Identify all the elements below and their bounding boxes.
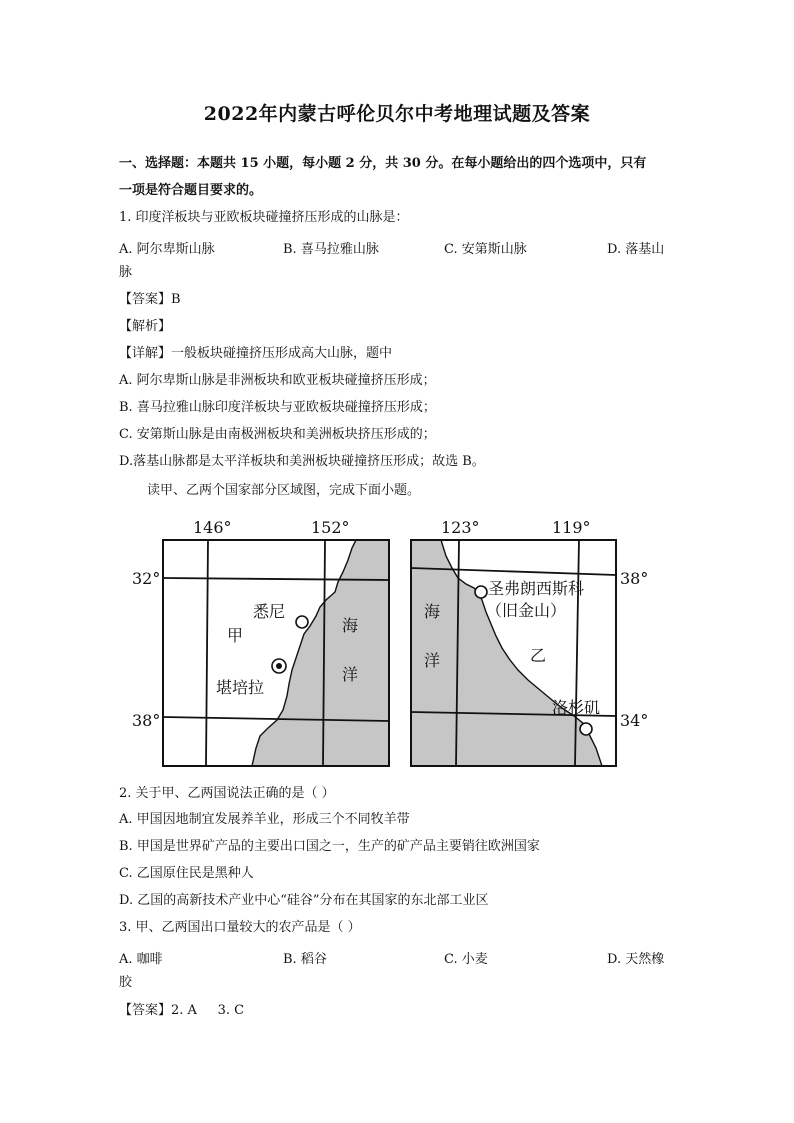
q3-option-a: A. 咖啡 — [119, 952, 163, 967]
q3-option-d: D. 天然橡 — [607, 952, 665, 967]
q1-explanation-c: C. 安第斯山脉是由南极洲板块和美洲板块挤压形成的； — [119, 427, 436, 442]
map-left-sea-char1: 海 — [342, 616, 359, 635]
map-left-city-canberra: 堪培拉 — [216, 678, 265, 697]
map-left — [132, 518, 389, 766]
q2-option-d: D. 乙国的高新技术产业中心“硅谷”分布在其国家的东北部工业区 — [119, 893, 489, 908]
q1-option-c: C. 安第斯山脉 — [444, 242, 527, 257]
map-left-lat-38: 38° — [132, 711, 161, 730]
q2-option-c: C. 乙国原住民是黑种人 — [119, 866, 254, 881]
map-right-lat-38: 38° — [620, 569, 649, 588]
map-right-lon-119: 119° — [552, 518, 591, 537]
q1-stem: 1. 印度洋板块与亚欧板块碰撞挤压形成的山脉是： — [119, 210, 409, 225]
map-right-sea-char1: 海 — [424, 602, 441, 621]
q1-analysis: 【解析】 — [119, 319, 172, 334]
q1-option-wrap: 脉 — [119, 265, 133, 280]
map-right-lat-34: 34° — [620, 711, 649, 730]
q1-option-d: D. 落基山 — [607, 242, 665, 257]
q1-detail: 【详解】一般板块碰撞挤压形成高大山脉，题中 — [119, 346, 393, 361]
san-francisco-marker — [475, 586, 487, 598]
map-left-country: 甲 — [227, 626, 244, 645]
map-right-city-sf-line1: 圣弗朗西斯科 — [488, 579, 585, 598]
los-angeles-marker — [580, 723, 592, 735]
q1-explanation-d: D.落基山脉都是太平洋板块和美洲板块碰撞挤压形成；故选 B。 — [119, 454, 485, 469]
map-left-city-sydney: 悉尼 — [253, 602, 286, 621]
sydney-marker — [296, 616, 308, 628]
maps-intro: 读甲、乙两个国家部分区域图，完成下面小题。 — [147, 483, 421, 498]
q3-option-b: B. 稻谷 — [283, 952, 327, 967]
map-left-lon-146: 146° — [193, 518, 232, 537]
section-heading-line1: 一、选择题：本题共 15 小题，每小题 2 分，共 30 分。在每小题给出的四个选项中，只有 — [119, 156, 647, 171]
q2-option-a: A. 甲国因地制宜发展养羊业，形成三个不同牧羊带 — [119, 812, 410, 827]
q3-option-c: C. 小麦 — [444, 952, 488, 967]
q3-stem: 3. 甲、乙两国出口量较大的农产品是（ ） — [119, 920, 361, 935]
answer-2-3: 【答案】2. A 3. C — [119, 1003, 245, 1018]
q1-answer: 【答案】B — [119, 292, 181, 307]
map-right-city-sf-line2: （旧金山） — [486, 601, 567, 620]
map-left-lon-152: 152° — [311, 518, 350, 537]
q1-option-a: A. 阿尔卑斯山脉 — [119, 242, 215, 257]
document-title: 2022年内蒙古呼伦贝尔中考地理试题及答案 — [203, 103, 591, 125]
q1-explanation-b: B. 喜马拉雅山脉印度洋板块与亚欧板块碰撞挤压形成； — [119, 400, 436, 415]
map-left-lat-32: 32° — [132, 569, 161, 588]
q2-stem: 2. 关于甲、乙两国说法正确的是（ ） — [119, 786, 335, 801]
map-left-sea-char2: 洋 — [342, 665, 359, 684]
q3-option-wrap: 胶 — [119, 975, 133, 990]
map-right-country: 乙 — [530, 646, 547, 665]
section-heading-line2: 一项是符合题目要求的。 — [119, 183, 263, 198]
map-right-lon-123: 123° — [441, 518, 480, 537]
map-right — [411, 518, 648, 766]
map-right-sea-char2: 洋 — [424, 651, 441, 670]
q1-option-b: B. 喜马拉雅山脉 — [283, 242, 379, 257]
q2-option-b: B. 甲国是世界矿产品的主要出口国之一，生产的矿产品主要销往欧洲国家 — [119, 839, 540, 854]
q1-explanation-a: A. 阿尔卑斯山脉是非洲板块和欧亚板块碰撞挤压形成； — [119, 373, 436, 388]
map-right-city-la: 洛杉矶 — [552, 698, 601, 717]
map-left-sea — [252, 540, 389, 766]
